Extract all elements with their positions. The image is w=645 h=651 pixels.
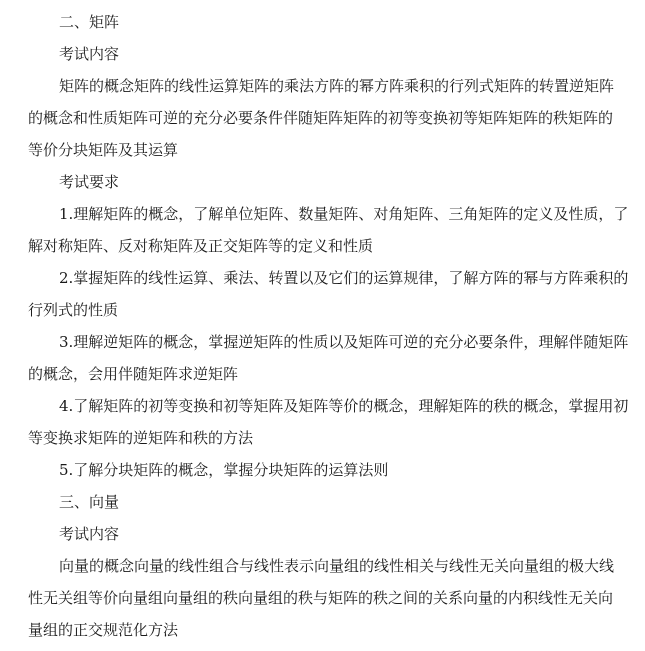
paragraph-line: 3.理解逆矩阵的概念，掌握逆矩阵的性质以及矩阵可逆的充分必要条件，理解伴随矩阵: [59, 333, 629, 351]
requirement-item-1: [28, 198, 629, 262]
paragraph-line: 量组的正交规范化方法: [28, 621, 179, 639]
vector-content-paragraph: [28, 550, 617, 646]
paragraph-line: 解对称矩阵、反对称矩阵及正交矩阵等的定义和性质: [28, 237, 374, 255]
paragraph-line: 矩阵的概念矩阵的线性运算矩阵的乘法方阵的幂方阵乘积的行列式矩阵的转置逆矩阵: [59, 77, 615, 95]
section-heading-matrix: 二、矩阵: [59, 13, 120, 31]
exam-content-label: 考试内容: [59, 525, 120, 543]
matrix-content-paragraph: [28, 70, 617, 166]
exam-requirements-label: 考试要求: [59, 173, 120, 191]
paragraph-line: 行列式的性质: [28, 301, 119, 319]
paragraph-line: 的概念，会用伴随矩阵求逆矩阵: [28, 365, 239, 383]
paragraph-line: 性无关组等价向量组向量组的秩向量组的秩与矩阵的秩之间的关系向量的内积线性无关向: [28, 589, 614, 607]
paragraph-line: 5.了解分块矩阵的概念，掌握分块矩阵的运算法则: [59, 461, 389, 479]
requirement-item-5: [28, 454, 617, 486]
requirement-item-3: [28, 326, 629, 390]
requirement-item-2: [28, 262, 629, 326]
section-heading-vector: 三、向量: [59, 493, 120, 511]
exam-content-label: 考试内容: [59, 45, 120, 63]
requirement-item-4: [28, 390, 629, 454]
paragraph-line: 4.了解矩阵的初等变换和初等矩阵及矩阵等价的概念，理解矩阵的秩的概念，掌握用初: [59, 397, 629, 415]
paragraph-line: 的概念和性质矩阵可逆的充分必要条件伴随矩阵矩阵的初等变换初等矩阵矩阵的秩矩阵的: [28, 109, 614, 127]
paragraph-line: 等变换求矩阵的逆矩阵和秩的方法: [28, 429, 254, 447]
paragraph-line: 等价分块矩阵及其运算: [28, 141, 179, 159]
paragraph-line: 1.理解矩阵的概念，了解单位矩阵、数量矩阵、对角矩阵、三角矩阵的定义及性质，了: [59, 205, 629, 223]
paragraph-line: 向量的概念向量的线性组合与线性表示向量组的线性相关与线性无关向量组的极大线: [59, 557, 615, 575]
paragraph-line: 2.掌握矩阵的线性运算、乘法、转置以及它们的运算规律，了解方阵的幂与方阵乘积的: [59, 269, 629, 287]
